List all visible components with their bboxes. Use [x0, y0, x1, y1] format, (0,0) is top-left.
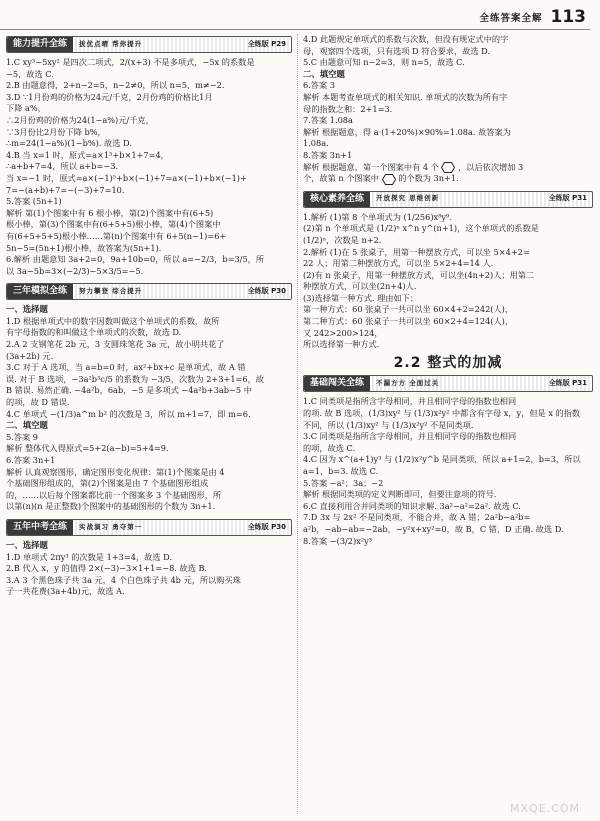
- bar-ref: 全练版 P30: [247, 286, 286, 295]
- right-block-1: [303, 34, 593, 185]
- text-line: 的项. 故 B 选项，(1/3)xy² 与 (1/3)x²y² 中都含有字母 x，y，但是 x 的指数: [303, 408, 581, 419]
- text-line: 2.B 由题意得，2+n−2=5，n−2≠0，所以 n=5，m≠−2.: [6, 80, 225, 91]
- text-line: 5.C 由题意可知 n−2=3，则 n=5，故选 C.: [303, 57, 465, 68]
- text-line: 又 242>200>124，: [303, 327, 383, 338]
- bar-name: 基础闯关全练: [304, 376, 370, 391]
- text-line: 种摆放方式，可以坐(2n+4)人.: [303, 281, 417, 292]
- text-line: 的项，故选 C.: [303, 442, 356, 453]
- section-bar-ability: [6, 36, 292, 53]
- text-line: 第二种方式：60 张桌子一共可以坐 60×2+4=124(人)，: [303, 316, 514, 327]
- page-number: 113: [550, 7, 586, 27]
- text-line: ∵3月份比2月份下降 b%，: [6, 126, 106, 137]
- text-line: 解析 认真观察图形，确定图形变化规律：第(1)个图案是由 4: [6, 466, 225, 477]
- text-line: 7.D 3x 与 2x² 不是同类项，不能合并，故 A 错；2a²b−a²b=: [303, 512, 531, 523]
- text-line: 2.B 代入 x，y 的值得 2×(−3)−3×1+1=−8. 故选 B.: [6, 563, 208, 574]
- text-line: 1.C 同类项是指所含字母相同，并且相同字母的指数也相同: [303, 396, 517, 407]
- text-line: 1.C xy³−5xy² 是四次二项式，2/(x+3) 不是多项式，−5x 的系数是: [6, 57, 255, 67]
- text-line: 有(6+5+5+5)根小棒……第(n)个图案中有 6+5(n−1)=6+: [6, 230, 227, 241]
- text-line: 个基础图形组成的，第(2)个图案是由 7 个基础图形组成: [6, 478, 209, 489]
- text-line: 母，观察四个选项，只有选项 D 符合要求，故选 D.: [303, 45, 490, 56]
- text-part: 个，故第 n 个图案中: [303, 173, 379, 184]
- text-line: 5.答案 9: [6, 431, 38, 442]
- text-line: 3.D ∵1月份鸡的价格为24元/千克，2月份鸡的价格比1月: [6, 91, 213, 102]
- right-block-3: [303, 396, 593, 547]
- text-line: 5n−5=(5n+1)根小棒，故答案为(5n+1).: [6, 242, 162, 253]
- text-line: ∴m=24(1−a%)(1−b%). 故选 D.: [6, 138, 132, 149]
- section-bar-five-year: [6, 519, 292, 536]
- left-block-1: [6, 57, 292, 277]
- text-part: 解析 根据题意，第一个图案中有 4 个: [303, 161, 439, 172]
- text-line: 3.A 3 个黑色珠子共 3a 元，4 个白色珠子共 4b 元，所以购买珠: [6, 574, 241, 585]
- text-line: 解析 根据同类项的定义判断即可，但要注意项的符号.: [303, 489, 497, 500]
- text-line: 的，……以后每个图案都比前一个图案多 3 个基础图形，所: [6, 489, 222, 500]
- text-line: 不同，所以 (1/3)xy² 与 (1/3)x²y² 不是同类项.: [303, 419, 474, 430]
- text-line: (2)第 n 个单项式是 (1/2)ⁿ x^n y^(n+1)，这个单项式的系数是: [303, 223, 539, 234]
- text-line: a=1，b=3. 故选 C.: [303, 466, 379, 476]
- text-line: 子一共花费(3a+4b)元，故选 A.: [6, 586, 125, 597]
- text-line: ∴2月份鸡的价格为24(1−a%)元/千克，: [6, 114, 154, 125]
- left-column: [6, 34, 292, 598]
- right-column: [303, 34, 593, 547]
- text-line: 解析 根据题意，得 a·(1+20%)×90%=1.08a. 故答案为: [303, 126, 511, 137]
- text-line: 第一种方式：60 张桌子一共可以坐 60×4+2=242(人)，: [303, 304, 514, 315]
- text-line: (3)选择第一种方式. 理由如下：: [303, 292, 419, 303]
- watermark: MXQE.COM: [510, 802, 580, 815]
- subsection-title: 二、填空题: [303, 68, 345, 79]
- text-line: 下降 a%，: [6, 103, 46, 114]
- section-bar-basic: [303, 375, 593, 392]
- text-line: 4.D 此题规定单项式的系数与次数，但没有规定式中的字: [303, 34, 509, 44]
- bar-ref: 全练版 P31: [548, 194, 587, 203]
- hexagon-icon: [382, 174, 396, 185]
- text-line: [303, 162, 593, 174]
- text-line: 3.C 同类项是指所含字母相同，并且相同字母的指数也相同: [303, 431, 517, 442]
- text-line: 1.08a.: [303, 138, 329, 149]
- right-block-2: [303, 212, 593, 351]
- text-line: 母的指数之和：2+1=3.: [303, 103, 393, 114]
- text-line: 4.C 因为 x^(a+1)y³ 与 (1/2)x²y^b 是同类项，所以 a+1=2，b=3，所以: [303, 454, 581, 465]
- header-rule: [0, 29, 590, 30]
- text-part: 的个数为 3n+1.: [398, 173, 459, 184]
- text-line: 22 人；用第二种摆放方式，可以坐 5×2+4=14 人.: [303, 258, 494, 269]
- text-line: 5.答案 −a²；3a；−2: [303, 477, 384, 488]
- bar-subtitle: 不漏方方 全面过关: [376, 379, 440, 388]
- column-divider: [297, 34, 298, 814]
- text-line: 4.B 当 x=1 时，原式=a×1⁵+b×1+7=4，: [6, 149, 169, 160]
- header-title: 全练答案全解: [479, 13, 543, 24]
- bar-subtitle: 拔优点晴 帮你提升: [79, 39, 143, 48]
- text-line: 5.答案 (5n+1): [6, 196, 62, 207]
- chapter-section-title: 2.2 整式的加减: [393, 354, 503, 371]
- subsection-title: 一、选择题: [6, 539, 48, 550]
- text-line: 解析 第(1)个图案中有 6 根小棒，第(2)个图案中有(6+5): [6, 207, 214, 218]
- text-line: 2.解析 (1)在 5 张桌子，用第一种摆放方式，可以坐 5×4+2=: [303, 246, 530, 257]
- bar-name: 三年模拟全练: [7, 284, 73, 299]
- text-line: 误. 对于 B 选项，−3a²b³c/5 的系数为 −3/5，次数为 2+3+1=6，故: [6, 373, 264, 384]
- bar-ref: 全练版 P30: [247, 522, 286, 531]
- bar-subtitle: 实战演习 勇夺第一: [79, 522, 143, 531]
- text-line: 1.D 根据单项式中的数字因数叫做这个单项式的系数，故所: [6, 315, 220, 326]
- text-line: 1.D 单项式 2πy³ 的次数是 1+3=4，故选 D.: [6, 551, 172, 562]
- left-block-3: [6, 540, 292, 598]
- bar-name: 能力提升全练: [7, 37, 73, 52]
- text-line: 所以选择第一种方式.: [303, 339, 380, 350]
- text-line: (2)有 n 张桌子，用第一种摆放方式，可以坐(4n+2)人；用第二: [303, 269, 535, 280]
- text-line: 4.C 单项式 −(1/3)a^m b² 的次数是 3，所以 m+1=7，即 m=6.: [6, 408, 251, 419]
- section-bar-core: [303, 191, 593, 208]
- text-line: 以 3a−5b=3×(−2/3)−5×3/5=−5.: [6, 265, 144, 276]
- bar-name: 五年中考全练: [7, 520, 73, 535]
- text-line: 的项，故 D 错误.: [6, 397, 70, 408]
- text-line: 1.解析 (1)第 8 个单项式为 (1/256)x⁸y⁹.: [303, 211, 452, 222]
- text-line: B 错误. 易然正确. −4a²b，6ab，−5 是多项式 −4a²b+3ab−5 中: [6, 385, 252, 396]
- text-line: (3a+2b) 元.: [6, 350, 54, 361]
- text-line: 7.答案 1.08a: [303, 115, 353, 126]
- bar-ref: 全练版 P29: [247, 39, 286, 48]
- bar-subtitle: 努力攀登 综合提升: [79, 286, 143, 295]
- text-line: 6.解析 由题意知 3a+2=0，9a+10b=0，所以 a=−2/3，b=3/5，所: [6, 254, 265, 265]
- text-line: 解析 本题考查单项式的相关知识. 单项式的次数为所有字: [303, 91, 508, 102]
- text-line: −5，故选 C.: [6, 68, 54, 79]
- text-line: 7=−(a+b)+7=−(−3)+7=10.: [6, 184, 125, 195]
- text-line: 8.答案 −(3/2)x²y³: [303, 535, 373, 546]
- text-line: 6.C 直接利用合并同类项的知识求解. 3a²−a²=2a². 故选 C.: [303, 500, 521, 511]
- bar-name: 核心素养全练: [304, 192, 370, 207]
- subsection-title: 二、填空题: [6, 420, 48, 431]
- text-part: ，以后依次增加 3: [458, 161, 524, 172]
- text-line: 有字母指数的和叫做这个单项式的次数，故选 D.: [6, 327, 182, 338]
- page-header: [479, 6, 586, 28]
- left-block-2: [6, 304, 292, 513]
- text-line: 3.C 对于 A 选项，当 a=b=0 时，ax²+bx+c 是单项式，故 A 错: [6, 362, 246, 373]
- section-bar-three-year: [6, 283, 292, 300]
- text-line: (1/2)ⁿ，次数是 n+2.: [303, 234, 382, 245]
- text-line: 以第(n)(n 是正整数)个图案中的基础图形的个数为 3n+1.: [6, 501, 216, 512]
- hexagon-icon: [441, 162, 455, 173]
- text-line: 2.A 2 支钢笔花 2b 元，3 支圆珠笔花 3a 元，故小明共花了: [6, 339, 225, 350]
- text-line: [303, 173, 593, 185]
- text-line: 6.答案 3n+1: [6, 455, 56, 465]
- bar-ref: 全练版 P31: [548, 379, 587, 388]
- text-line: 6.答案 3: [303, 80, 335, 91]
- text-line: ∴a+b+7=4，所以 a+b=−3.: [6, 161, 119, 172]
- text-line: a²b，−ab−ab=−2ab，−y²x+xy²=0，故 B，C 错，D 正确. 故选 D.: [303, 523, 564, 534]
- bar-subtitle: 开放探究 思维创新: [376, 194, 440, 203]
- subsection-title: 一、选择题: [6, 304, 48, 315]
- text-line: 8.答案 3n+1: [303, 149, 353, 160]
- text-line: 解析 整体代入得原式=5+2(a−b)=5+4=9.: [6, 443, 169, 454]
- text-line: 当 x=−1 时，原式=a×(−1)⁵+b×(−1)+7=a×(−1)+b×(−1)+: [6, 172, 247, 183]
- text-line: 根小棒，第(3)个图案中有(6+5+5)根小棒，第(4)个图案中: [6, 219, 221, 230]
